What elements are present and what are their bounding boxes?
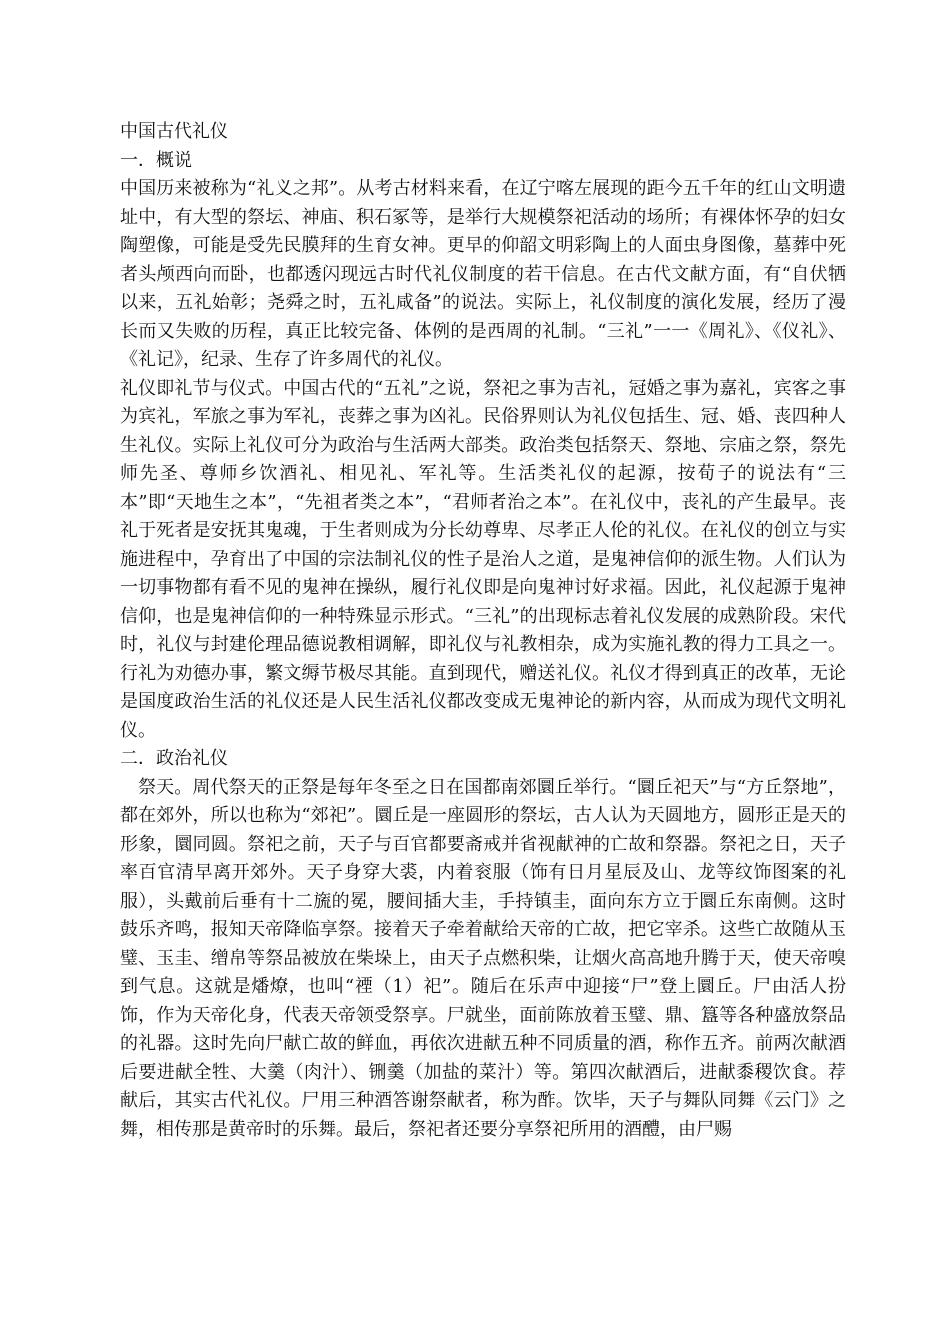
section-heading-political-rites: 二．政治礼仪: [120, 748, 228, 769]
paragraph-heaven-sacrifice: 祭天。周代祭天的正祭是每年冬至之日在国都南郊圜丘举行。“圜丘祀天”与“方丘祭地”，都在郊外，所以也称为“郊祀”。圜丘是一座圆形的祭坛，古人认为天圆地方，圆形正是天的形象，圜同圆。祭祀之前，天子与百官都要斋戒并省视献神的亡故和祭器。祭祀之日，天子率百官清早离开郊外。天子身穿大裘，内着衮服（饰有日月星辰及山、龙等纹饰图案的礼服），头戴前后垂有十二旒的冕，腰间插大圭，手持镇圭，面向东方立于圜丘东南侧。这时鼓乐齐鸣，报知天帝降临享祭。接着天子牵着献给天帝的亡故，把它宰杀。这些亡故随从玉璧、玉圭、缯帛等祭品被放在柴垛上，由天子点燃积柴，让烟火高高地升腾于天，使天帝嗅到气息。这就是燔燎，也叫“禋（1）祀”。随后在乐声中迎接“尸”登上圜丘。尸由活人扮饰，作为天帝化身，代表天帝领受祭享。尸就坐，面前陈放着玉璧、鼎、簋等各种盛放祭品的礼器。这时先向尸献亡故的鲜血，再依次进献五种不同质量的酒，称作五齐。前两次献酒后要进献全牲、大羹（肉汁）、铏羹（加盐的菜汁）等。第四次献酒后，进献黍稷饮食。荐献后，其实古代礼仪。尸用三种酒答谢祭献者，称为酢。饮毕，天子与舞队同舞《云门》之舞，相传那是黄帝时的乐舞。最后，祭祀者还要分享祭祀所用的酒醴，由尸赐: [120, 776, 846, 1140]
section-heading-overview: 一．概说: [120, 149, 192, 171]
document-page: [120, 118, 846, 1144]
paragraph-overview-2: 礼仪即礼节与仪式。中国古代的“五礼”之说，祭祀之事为吉礼，冠婚之事为嘉礼，宾客之事为宾礼，军旅之事为军礼，丧葬之事为凶礼。民俗界则认为礼仪包括生、冠、婚、丧四种人生礼仪。实际上礼仪可分为政治与生活两大部类。政治类包括祭天、祭地、宗庙之祭，祭先师先圣、尊师乡饮酒礼、相见礼、军礼等。生活类礼仪的起源，按荀子的说法有“三本”即“天地生之本”，“先祖者类之本”，“君师者治之本”。在礼仪中，丧礼的产生最早。丧礼于死者是安抚其鬼魂，于生者则成为分长幼尊卑、尽孝正人伦的礼仪。在礼仪的创立与实施进程中，孕育出了中国的宗法制礼仪的性子是治人之道，是鬼神信仰的派生物。人们认为一切事物都有看不见的鬼神在操纵，履行礼仪即是向鬼神讨好求福。因此，礼仪起源于鬼神信仰，也是鬼神信仰的一种特殊显示形式。“三礼”的出现标志着礼仪发展的成熟阶段。宋代时，礼仪与封建伦理品德说教相调解，即礼仪与礼教相杂，成为实施礼教的得力工具之一。行礼为劝德办事，繁文缛节极尽其能。直到现代，赠送礼仪。礼仪才得到真正的改革，无论是国度政治生活的礼仪还是人民生活礼仪都改变成无鬼神论的新内容，从而成为现代文明礼仪。: [120, 377, 846, 741]
document-title: 中国古代礼仪: [120, 121, 228, 142]
paragraph-overview-1: 中国历来被称为“礼义之邦”。从考古材料来看，在辽宁喀左展现的距今五千年的红山文明遗址中，有大型的祭坛、神庙、积石冢等，是举行大规模祭祀活动的场所；有裸体怀孕的妇女陶塑像，可能是受先民膜拜的生育女神。更早的仰韶文明彩陶上的人面虫身图像，墓葬中死者头颅西向而卧，也都透闪现远古时代礼仪制度的若干信息。在古代文献方面，有“自伏牺以来，五礼始彰；尧舜之时，五礼咸备”的说法。实际上，礼仪制度的演化发展，经历了漫长而又失败的历程，真正比较完备、体例的是西周的礼制。“三礼”一一《周礼》、《仪礼》、《礼记》，纪录、生存了许多周代的礼仪。: [120, 178, 846, 370]
